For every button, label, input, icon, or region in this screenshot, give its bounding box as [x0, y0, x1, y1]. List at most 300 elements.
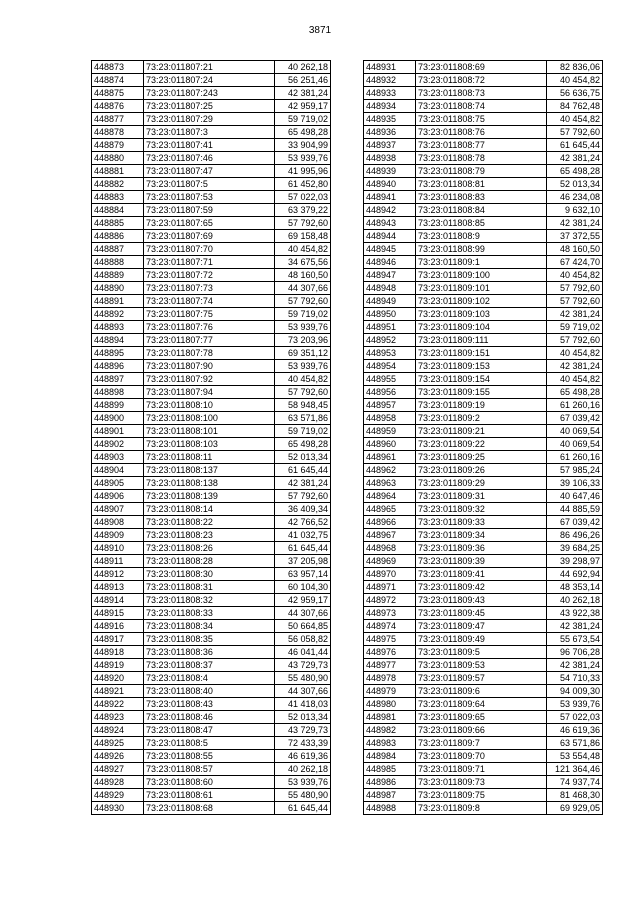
cadastral-number-cell: 73:23:011807:47 [144, 165, 275, 178]
row-number-cell: 448982 [364, 724, 416, 737]
cadastral-number-cell: 73:23:011808:9 [416, 230, 547, 243]
table-row [92, 204, 331, 217]
value-cell: 53 939,76 [275, 360, 331, 373]
row-number-cell: 448882 [92, 178, 144, 191]
value-cell: 40 454,82 [275, 243, 331, 256]
value-cell: 57 792,60 [275, 217, 331, 230]
row-number-cell: 448951 [364, 321, 416, 334]
cadastral-number-cell: 73:23:011809:5 [416, 646, 547, 659]
row-number-cell: 448894 [92, 334, 144, 347]
row-number-cell: 448921 [92, 685, 144, 698]
row-number-cell: 448908 [92, 516, 144, 529]
table-row [364, 464, 603, 477]
row-number-cell: 448902 [92, 438, 144, 451]
table-row [364, 542, 603, 555]
row-number-cell: 448928 [92, 776, 144, 789]
row-number-cell: 448944 [364, 230, 416, 243]
table-row [92, 191, 331, 204]
value-cell: 59 719,02 [275, 425, 331, 438]
row-number-cell: 448970 [364, 568, 416, 581]
cadastral-number-cell: 73:23:011808:11 [144, 451, 275, 464]
cadastral-number-cell: 73:23:011809:41 [416, 568, 547, 581]
row-number-cell: 448883 [92, 191, 144, 204]
value-cell: 53 939,76 [275, 321, 331, 334]
table-row [92, 594, 331, 607]
table-row [364, 646, 603, 659]
cadastral-number-cell: 73:23:011807:69 [144, 230, 275, 243]
row-number-cell: 448913 [92, 581, 144, 594]
row-number-cell: 448979 [364, 685, 416, 698]
cadastral-number-cell: 73:23:011808:22 [144, 516, 275, 529]
cadastral-number-cell: 73:23:011809:104 [416, 321, 547, 334]
table-row [364, 204, 603, 217]
cadastral-number-cell: 73:23:011809:29 [416, 477, 547, 490]
cadastral-number-cell: 73:23:011808:69 [416, 61, 547, 74]
cadastral-number-cell: 73:23:011809:1 [416, 256, 547, 269]
cadastral-number-cell: 73:23:011808:81 [416, 178, 547, 191]
row-number-cell: 448985 [364, 763, 416, 776]
value-cell: 9 632,10 [547, 204, 603, 217]
cadastral-number-cell: 73:23:011809:102 [416, 295, 547, 308]
cadastral-number-cell: 73:23:011807:92 [144, 373, 275, 386]
value-cell: 56 636,75 [547, 87, 603, 100]
value-cell: 40 262,18 [275, 61, 331, 74]
value-cell: 40 454,82 [547, 373, 603, 386]
table-row [364, 776, 603, 789]
cadastral-number-cell: 73:23:011808:137 [144, 464, 275, 477]
cadastral-number-cell: 73:23:011809:71 [416, 763, 547, 776]
row-number-cell: 448878 [92, 126, 144, 139]
value-cell: 74 937,74 [547, 776, 603, 789]
value-cell: 55 480,90 [275, 672, 331, 685]
row-number-cell: 448955 [364, 373, 416, 386]
row-number-cell: 448968 [364, 542, 416, 555]
row-number-cell: 448988 [364, 802, 416, 815]
value-cell: 67 039,42 [547, 516, 603, 529]
cadastral-number-cell: 73:23:011808:33 [144, 607, 275, 620]
row-number-cell: 448877 [92, 113, 144, 126]
value-cell: 39 684,25 [547, 542, 603, 555]
table-row [92, 347, 331, 360]
cadastral-number-cell: 73:23:011808:14 [144, 503, 275, 516]
row-number-cell: 448971 [364, 581, 416, 594]
table-row [92, 711, 331, 724]
value-cell: 69 929,05 [547, 802, 603, 815]
table-row [364, 763, 603, 776]
row-number-cell: 448929 [92, 789, 144, 802]
cadastral-number-cell: 73:23:011808:61 [144, 789, 275, 802]
value-cell: 40 454,82 [547, 113, 603, 126]
value-cell: 53 939,76 [275, 776, 331, 789]
value-cell: 42 381,24 [547, 360, 603, 373]
row-number-cell: 448946 [364, 256, 416, 269]
table-row [364, 347, 603, 360]
value-cell: 42 381,24 [547, 620, 603, 633]
cadastral-number-cell: 73:23:011808:77 [416, 139, 547, 152]
row-number-cell: 448939 [364, 165, 416, 178]
cadastral-number-cell: 73:23:011809:8 [416, 802, 547, 815]
row-number-cell: 448924 [92, 724, 144, 737]
row-number-cell: 448959 [364, 425, 416, 438]
value-cell: 72 433,39 [275, 737, 331, 750]
row-number-cell: 448889 [92, 269, 144, 282]
value-cell: 67 039,42 [547, 412, 603, 425]
table-row [92, 256, 331, 269]
row-number-cell: 448937 [364, 139, 416, 152]
row-number-cell: 448912 [92, 568, 144, 581]
row-number-cell: 448931 [364, 61, 416, 74]
table-row [364, 282, 603, 295]
value-cell: 46 041,44 [275, 646, 331, 659]
value-cell: 55 673,54 [547, 633, 603, 646]
value-cell: 37 372,55 [547, 230, 603, 243]
table-row [92, 581, 331, 594]
table-row [92, 230, 331, 243]
cadastral-number-cell: 73:23:011809:111 [416, 334, 547, 347]
row-number-cell: 448876 [92, 100, 144, 113]
value-cell: 36 409,34 [275, 503, 331, 516]
row-number-cell: 448896 [92, 360, 144, 373]
table-row [92, 503, 331, 516]
value-cell: 53 939,76 [547, 698, 603, 711]
table-row [92, 243, 331, 256]
value-cell: 42 959,17 [275, 594, 331, 607]
table-row [92, 789, 331, 802]
table-row [364, 321, 603, 334]
cadastral-number-cell: 73:23:011807:76 [144, 321, 275, 334]
value-cell: 61 260,16 [547, 451, 603, 464]
table-row [92, 568, 331, 581]
value-cell: 55 480,90 [275, 789, 331, 802]
row-number-cell: 448914 [92, 594, 144, 607]
value-cell: 46 234,08 [547, 191, 603, 204]
cadastral-number-cell: 73:23:011809:22 [416, 438, 547, 451]
value-cell: 41 418,03 [275, 698, 331, 711]
cadastral-number-cell: 73:23:011809:64 [416, 698, 547, 711]
row-number-cell: 448875 [92, 87, 144, 100]
value-cell: 61 452,80 [275, 178, 331, 191]
cadastral-number-cell: 73:23:011808:74 [416, 100, 547, 113]
cadastral-number-cell: 73:23:011807:73 [144, 282, 275, 295]
cadastral-number-cell: 73:23:011809:57 [416, 672, 547, 685]
cadastral-number-cell: 73:23:011807:59 [144, 204, 275, 217]
value-cell: 69 158,48 [275, 230, 331, 243]
row-number-cell: 448943 [364, 217, 416, 230]
row-number-cell: 448945 [364, 243, 416, 256]
row-number-cell: 448926 [92, 750, 144, 763]
right-table [363, 60, 603, 815]
value-cell: 58 948,45 [275, 399, 331, 412]
value-cell: 57 792,60 [275, 386, 331, 399]
cadastral-number-cell: 73:23:011808:40 [144, 685, 275, 698]
cadastral-number-cell: 73:23:011809:75 [416, 789, 547, 802]
row-number-cell: 448973 [364, 607, 416, 620]
table-row [364, 698, 603, 711]
row-number-cell: 448966 [364, 516, 416, 529]
row-number-cell: 448873 [92, 61, 144, 74]
row-number-cell: 448984 [364, 750, 416, 763]
row-number-cell: 448957 [364, 399, 416, 412]
row-number-cell: 448909 [92, 529, 144, 542]
row-number-cell: 448976 [364, 646, 416, 659]
cadastral-number-cell: 73:23:011808:138 [144, 477, 275, 490]
value-cell: 41 995,96 [275, 165, 331, 178]
cadastral-number-cell: 73:23:011808:85 [416, 217, 547, 230]
row-number-cell: 448977 [364, 659, 416, 672]
cadastral-number-cell: 73:23:011808:75 [416, 113, 547, 126]
row-number-cell: 448922 [92, 698, 144, 711]
value-cell: 63 957,14 [275, 568, 331, 581]
value-cell: 73 203,96 [275, 334, 331, 347]
value-cell: 50 664,85 [275, 620, 331, 633]
table-row [364, 113, 603, 126]
value-cell: 42 381,24 [547, 659, 603, 672]
value-cell: 57 792,60 [547, 334, 603, 347]
cadastral-number-cell: 73:23:011808:46 [144, 711, 275, 724]
table-row [364, 139, 603, 152]
cadastral-number-cell: 73:23:011809:36 [416, 542, 547, 555]
value-cell: 61 645,44 [275, 464, 331, 477]
row-number-cell: 448918 [92, 646, 144, 659]
table-row [364, 607, 603, 620]
row-number-cell: 448972 [364, 594, 416, 607]
cadastral-number-cell: 73:23:011809:65 [416, 711, 547, 724]
table-row [364, 789, 603, 802]
row-number-cell: 448917 [92, 633, 144, 646]
row-number-cell: 448941 [364, 191, 416, 204]
table-row [364, 373, 603, 386]
value-cell: 57 022,03 [275, 191, 331, 204]
row-number-cell: 448956 [364, 386, 416, 399]
row-number-cell: 448987 [364, 789, 416, 802]
cadastral-number-cell: 73:23:011808:78 [416, 152, 547, 165]
cadastral-number-cell: 73:23:011808:34 [144, 620, 275, 633]
table-row [92, 308, 331, 321]
row-number-cell: 448907 [92, 503, 144, 516]
table-row [92, 633, 331, 646]
table-row [364, 503, 603, 516]
value-cell: 43 729,73 [275, 724, 331, 737]
cadastral-number-cell: 73:23:011808:83 [416, 191, 547, 204]
table-row [92, 529, 331, 542]
cadastral-number-cell: 73:23:011808:103 [144, 438, 275, 451]
table-row [364, 620, 603, 633]
row-number-cell: 448901 [92, 425, 144, 438]
row-number-cell: 448880 [92, 152, 144, 165]
table-row [92, 74, 331, 87]
table-row [92, 373, 331, 386]
table-row [92, 399, 331, 412]
table-row [92, 555, 331, 568]
cadastral-number-cell: 73:23:011807:29 [144, 113, 275, 126]
row-number-cell: 448983 [364, 737, 416, 750]
cadastral-number-cell: 73:23:011809:19 [416, 399, 547, 412]
value-cell: 65 498,28 [547, 386, 603, 399]
value-cell: 37 205,98 [275, 555, 331, 568]
cadastral-number-cell: 73:23:011809:49 [416, 633, 547, 646]
cadastral-number-cell: 73:23:011809:100 [416, 269, 547, 282]
value-cell: 42 381,24 [547, 152, 603, 165]
cadastral-number-cell: 73:23:011807:3 [144, 126, 275, 139]
cadastral-number-cell: 73:23:011807:5 [144, 178, 275, 191]
value-cell: 42 381,24 [547, 308, 603, 321]
value-cell: 86 496,26 [547, 529, 603, 542]
value-cell: 44 692,94 [547, 568, 603, 581]
value-cell: 46 619,36 [275, 750, 331, 763]
row-number-cell: 448981 [364, 711, 416, 724]
table-row [364, 425, 603, 438]
cadastral-number-cell: 73:23:011809:25 [416, 451, 547, 464]
table-row [364, 438, 603, 451]
row-number-cell: 448923 [92, 711, 144, 724]
row-number-cell: 448903 [92, 451, 144, 464]
value-cell: 54 710,33 [547, 672, 603, 685]
row-number-cell: 448919 [92, 659, 144, 672]
cadastral-number-cell: 73:23:011808:76 [416, 126, 547, 139]
row-number-cell: 448915 [92, 607, 144, 620]
value-cell: 52 013,34 [275, 451, 331, 464]
cadastral-number-cell: 73:23:011808:47 [144, 724, 275, 737]
value-cell: 52 013,34 [275, 711, 331, 724]
row-number-cell: 448892 [92, 308, 144, 321]
value-cell: 44 307,66 [275, 607, 331, 620]
row-number-cell: 448932 [364, 74, 416, 87]
table-row [364, 490, 603, 503]
table-row [92, 750, 331, 763]
table-row [364, 451, 603, 464]
table-row [92, 282, 331, 295]
cadastral-number-cell: 73:23:011809:34 [416, 529, 547, 542]
row-number-cell: 448958 [364, 412, 416, 425]
cadastral-number-cell: 73:23:011808:68 [144, 802, 275, 815]
cadastral-number-cell: 73:23:011809:43 [416, 594, 547, 607]
value-cell: 63 571,86 [547, 737, 603, 750]
table-row [92, 685, 331, 698]
cadastral-number-cell: 73:23:011807:65 [144, 217, 275, 230]
value-cell: 67 424,70 [547, 256, 603, 269]
cadastral-number-cell: 73:23:011809:53 [416, 659, 547, 672]
value-cell: 81 468,30 [547, 789, 603, 802]
table-row [364, 178, 603, 191]
cadastral-number-cell: 73:23:011808:37 [144, 659, 275, 672]
cadastral-number-cell: 73:23:011807:78 [144, 347, 275, 360]
row-number-cell: 448954 [364, 360, 416, 373]
table-row [364, 724, 603, 737]
value-cell: 44 307,66 [275, 685, 331, 698]
value-cell: 61 645,44 [275, 542, 331, 555]
table-row [92, 516, 331, 529]
table-row [364, 256, 603, 269]
value-cell: 40 069,54 [547, 425, 603, 438]
value-cell: 40 262,18 [275, 763, 331, 776]
row-number-cell: 448925 [92, 737, 144, 750]
cadastral-number-cell: 73:23:011808:36 [144, 646, 275, 659]
table-row [92, 451, 331, 464]
value-cell: 46 619,36 [547, 724, 603, 737]
cadastral-number-cell: 73:23:011808:55 [144, 750, 275, 763]
table-row [92, 542, 331, 555]
table-row [92, 295, 331, 308]
row-number-cell: 448934 [364, 100, 416, 113]
cadastral-number-cell: 73:23:011809:32 [416, 503, 547, 516]
table-row [92, 776, 331, 789]
cadastral-number-cell: 73:23:011808:26 [144, 542, 275, 555]
value-cell: 57 792,60 [547, 282, 603, 295]
row-number-cell: 448942 [364, 204, 416, 217]
cadastral-number-cell: 73:23:011809:70 [416, 750, 547, 763]
row-number-cell: 448933 [364, 87, 416, 100]
cadastral-number-cell: 73:23:011809:47 [416, 620, 547, 633]
cadastral-number-cell: 73:23:011807:46 [144, 152, 275, 165]
value-cell: 61 260,16 [547, 399, 603, 412]
cadastral-number-cell: 73:23:011807:243 [144, 87, 275, 100]
table-row [92, 724, 331, 737]
value-cell: 40 454,82 [547, 269, 603, 282]
value-cell: 84 762,48 [547, 100, 603, 113]
value-cell: 42 766,52 [275, 516, 331, 529]
value-cell: 65 498,28 [547, 165, 603, 178]
row-number-cell: 448948 [364, 282, 416, 295]
value-cell: 42 381,24 [547, 217, 603, 230]
value-cell: 63 571,86 [275, 412, 331, 425]
table-row [364, 152, 603, 165]
cadastral-number-cell: 73:23:011807:74 [144, 295, 275, 308]
row-number-cell: 448950 [364, 308, 416, 321]
row-number-cell: 448940 [364, 178, 416, 191]
cadastral-number-cell: 73:23:011808:5 [144, 737, 275, 750]
value-cell: 61 645,44 [547, 139, 603, 152]
value-cell: 42 381,24 [275, 477, 331, 490]
value-cell: 56 058,82 [275, 633, 331, 646]
table-row [92, 672, 331, 685]
table-row [364, 412, 603, 425]
table-row [92, 438, 331, 451]
table-row [92, 763, 331, 776]
cadastral-number-cell: 73:23:011809:101 [416, 282, 547, 295]
row-number-cell: 448962 [364, 464, 416, 477]
cadastral-number-cell: 73:23:011808:99 [416, 243, 547, 256]
row-number-cell: 448879 [92, 139, 144, 152]
row-number-cell: 448986 [364, 776, 416, 789]
cadastral-number-cell: 73:23:011809:66 [416, 724, 547, 737]
table-row [364, 308, 603, 321]
table-row [364, 217, 603, 230]
table-row [92, 178, 331, 191]
table-row [92, 126, 331, 139]
table-row [92, 646, 331, 659]
row-number-cell: 448874 [92, 74, 144, 87]
table-row [92, 412, 331, 425]
row-number-cell: 448980 [364, 698, 416, 711]
table-row [92, 152, 331, 165]
cadastral-number-cell: 73:23:011809:6 [416, 685, 547, 698]
value-cell: 57 022,03 [547, 711, 603, 724]
value-cell: 33 904,99 [275, 139, 331, 152]
value-cell: 40 454,82 [275, 373, 331, 386]
value-cell: 40 454,82 [547, 74, 603, 87]
row-number-cell: 448884 [92, 204, 144, 217]
table-row [364, 360, 603, 373]
cadastral-number-cell: 73:23:011807:25 [144, 100, 275, 113]
cadastral-number-cell: 73:23:011809:45 [416, 607, 547, 620]
cadastral-number-cell: 73:23:011808:28 [144, 555, 275, 568]
table-row [92, 334, 331, 347]
table-row [92, 607, 331, 620]
value-cell: 59 719,02 [275, 308, 331, 321]
cadastral-number-cell: 73:23:011809:42 [416, 581, 547, 594]
table-row [92, 659, 331, 672]
row-number-cell: 448964 [364, 490, 416, 503]
